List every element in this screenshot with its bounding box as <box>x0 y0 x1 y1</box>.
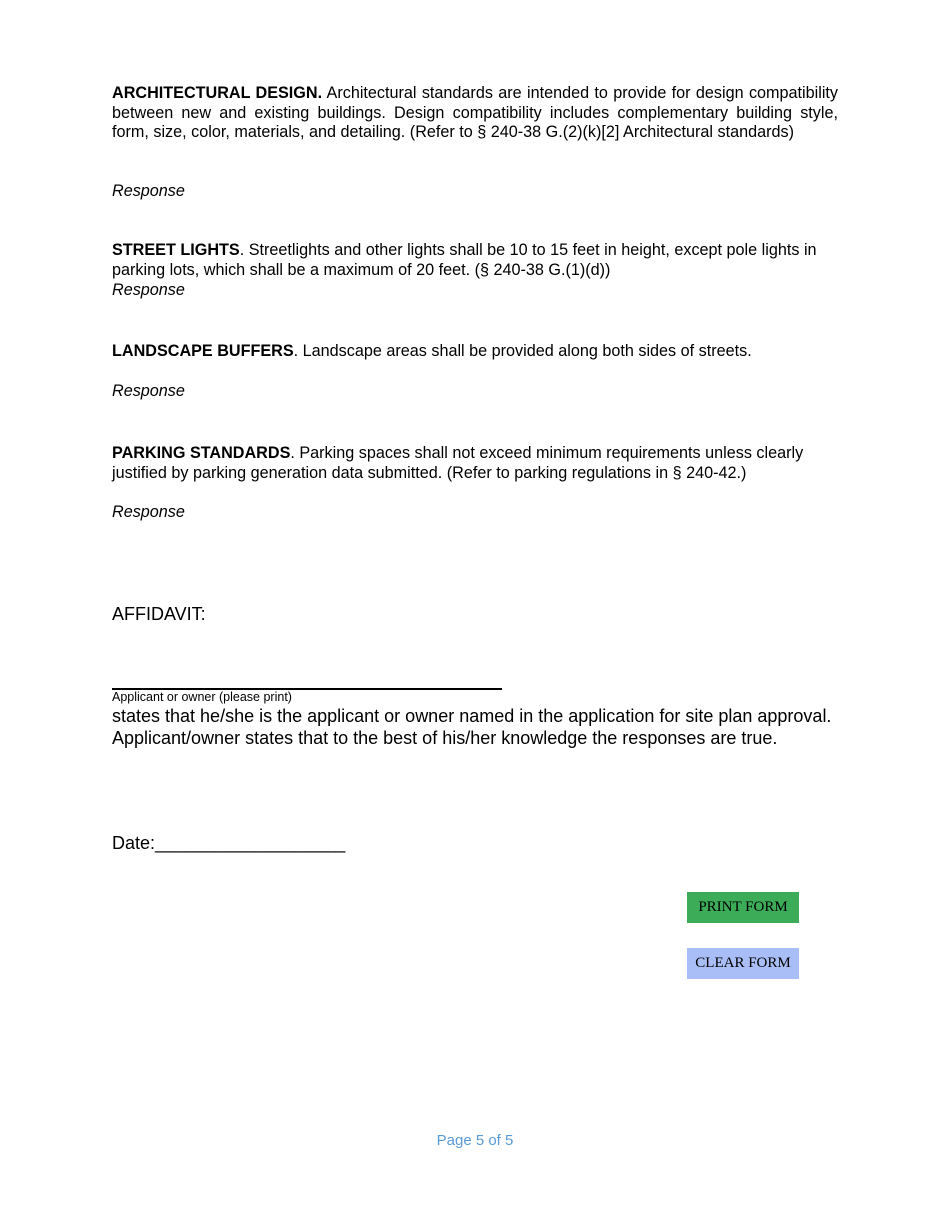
clear-form-button[interactable]: CLEAR FORM <box>687 948 799 979</box>
affidavit-title: AFFIDAVIT: <box>112 604 206 624</box>
section-parking-standards <box>112 444 838 483</box>
response-architectural-design: Response <box>112 182 185 200</box>
response-street-lights: Response <box>112 281 185 299</box>
signature-label: Applicant or owner (please print) <box>112 690 292 704</box>
section-street-lights <box>112 241 838 280</box>
date-field[interactable]: Date:___________________ <box>112 833 346 853</box>
section-text: . Parking spaces shall not exceed minimum requirements unless clearly justified by parking generation data submitted. (Refer to parking regulations in § 240-42.) <box>112 444 804 482</box>
section-text: . Streetlights and other lights shall be 10 to 15 feet in height, except pole lights in parking lots, which shall be a maximum of 20 feet. (§ 240-38 G.(1)(d)) <box>112 241 817 279</box>
section-heading: PARKING STANDARDS <box>112 444 291 462</box>
section-heading: LANDSCAPE BUFFERS <box>112 342 294 360</box>
response-landscape-buffers: Response <box>112 382 185 400</box>
print-form-button[interactable]: PRINT FORM <box>687 892 799 923</box>
affidavit-statement: states that he/she is the applicant or owner named in the application for site plan approval. Applicant/owner states that to the best of his/her knowledge the responses are true. <box>112 706 832 748</box>
response-parking-standards: Response <box>112 503 185 521</box>
section-landscape-buffers <box>112 342 838 362</box>
page-number: Page 5 of 5 <box>436 1132 514 1149</box>
section-architectural-design <box>112 84 838 143</box>
section-text: Architectural standards are intended to provide for design compatibility between new and existing buildings. Design compatibility includes complementary building style, form, size, color, materials, and detailing. (Refer to § 240-38 G.(2)(k)[2] Architectural standards) <box>112 84 839 141</box>
section-heading: ARCHITECTURAL DESIGN. <box>112 84 323 102</box>
section-text: . Landscape areas shall be provided along both sides of streets. <box>293 342 752 360</box>
section-heading: STREET LIGHTS <box>112 241 240 259</box>
